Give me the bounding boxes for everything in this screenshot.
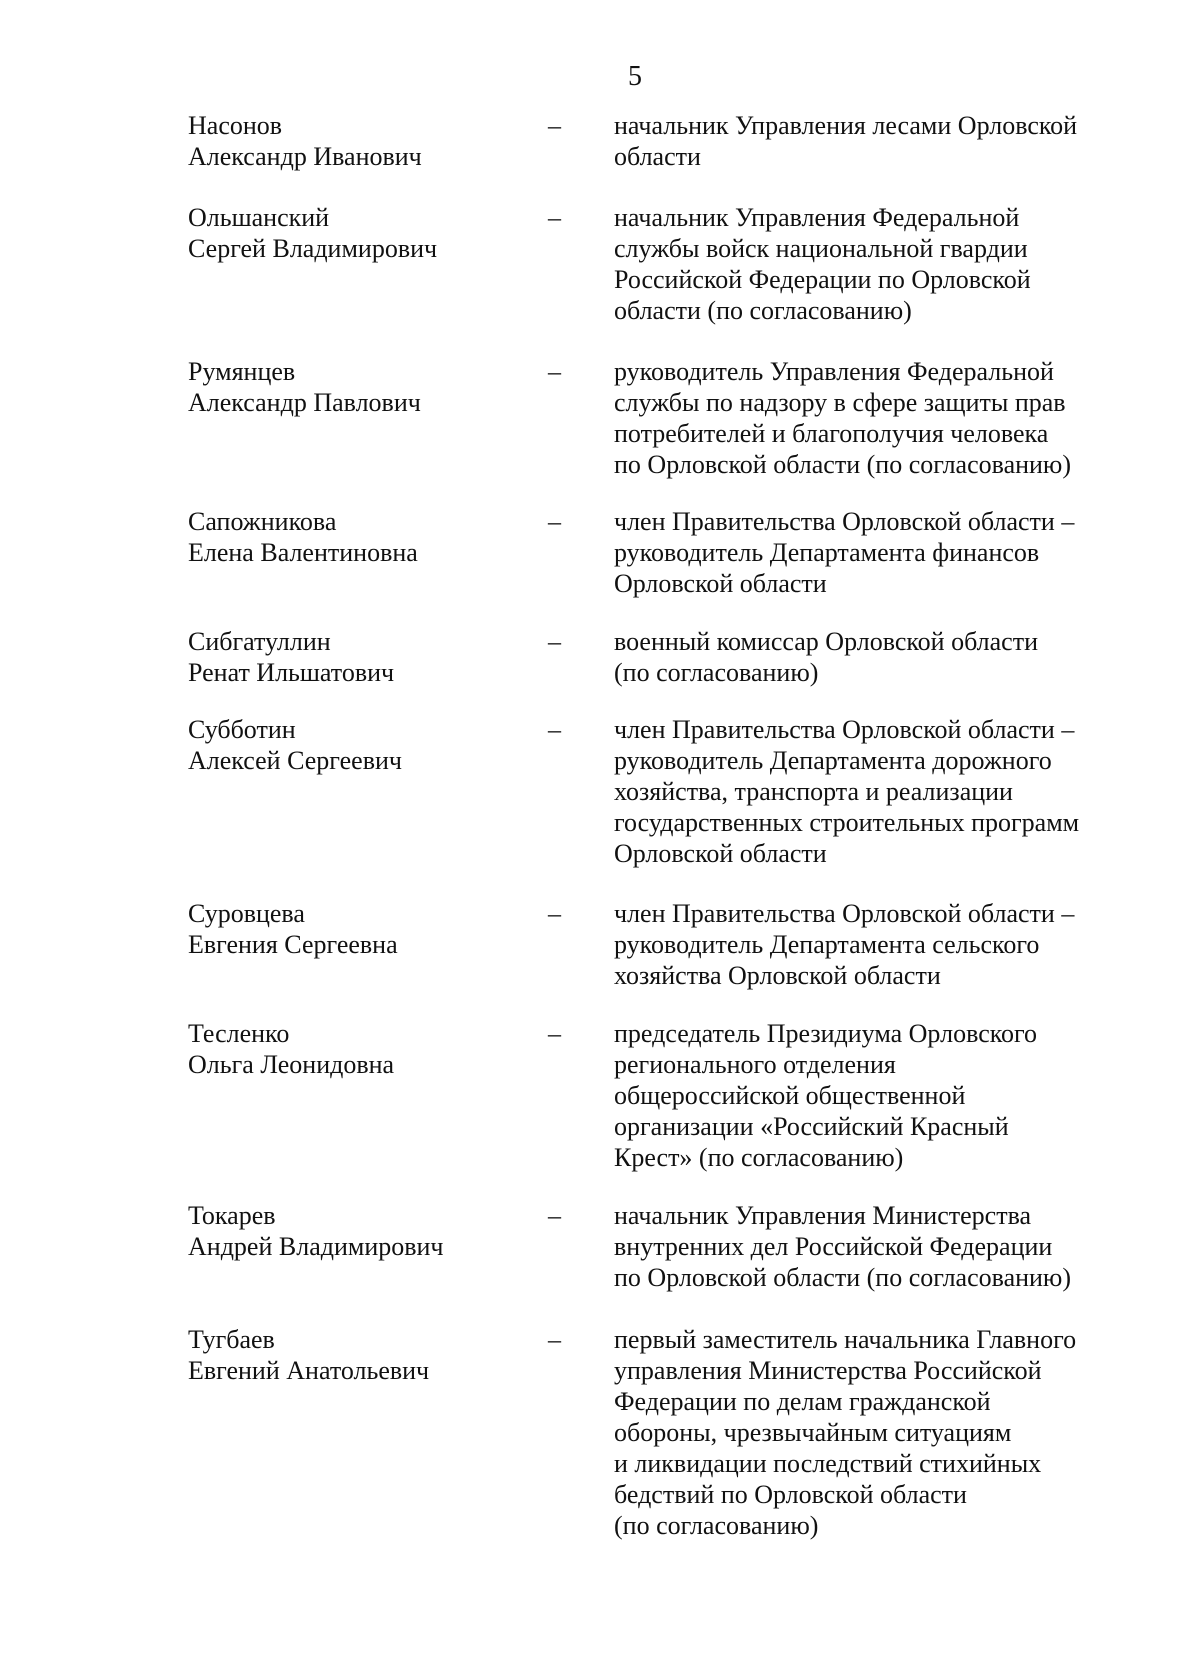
member-given-names: Алексей Сергеевич [188,746,402,775]
separator-dash: – [548,1019,561,1048]
member-given-names: Евгения Сергеевна [188,930,398,959]
role-line: регионального отделения [614,1050,896,1079]
role-line: начальник Управления Федеральной [614,203,1020,232]
role-line: член Правительства Орловской области – [614,899,1075,928]
member-surname: Ольшанский [188,203,330,232]
member-given-names: Сергей Владимирович [188,234,438,263]
role-line: Федерации по делам гражданской [614,1387,991,1416]
role-line: управления Министерства Российской [614,1356,1042,1385]
member-name [188,506,518,568]
role-line: внутренних дел Российской Федерации [614,1232,1053,1261]
role-line: председатель Президиума Орловского [614,1019,1038,1048]
member-name [188,202,518,264]
separator-dash: – [548,899,561,928]
role-line: службы войск национальной гвардии [614,234,1028,263]
member-role [614,1324,1114,1541]
member-given-names: Ренат Ильшатович [188,658,395,687]
role-line: Орловской области [614,569,827,598]
separator-dash: – [548,507,561,536]
role-line: Крест» (по согласованию) [614,1143,904,1172]
member-surname: Субботин [188,715,296,744]
member-role [614,202,1114,326]
role-line: потребителей и благополучия человека [614,419,1049,448]
member-role [614,898,1114,991]
member-role [614,110,1114,172]
role-line: и ликвидации последствий стихийных [614,1449,1042,1478]
member-role [614,506,1114,599]
role-line: первый заместитель начальника Главного [614,1325,1077,1354]
role-line: по Орловской области (по согласованию) [614,450,1072,479]
member-surname: Сибгатуллин [188,627,331,656]
member-role [614,1200,1114,1293]
member-name [188,1200,518,1262]
role-line: (по согласованию) [614,1511,819,1540]
role-line: обороны, чрезвычайным ситуациям [614,1418,1012,1447]
separator-dash: – [548,203,561,232]
member-name [188,714,518,776]
role-line: руководитель Департамента сельского [614,930,1040,959]
separator-dash: – [548,357,561,386]
role-line: организации «Российский Красный [614,1112,1009,1141]
member-name [188,1324,518,1386]
member-given-names: Елена Валентиновна [188,538,418,567]
separator-dash: – [548,715,561,744]
role-line: по Орловской области (по согласованию) [614,1263,1072,1292]
role-line: (по согласованию) [614,658,819,687]
member-surname: Румянцев [188,357,296,386]
role-line: руководитель Департамента дорожного [614,746,1052,775]
page-number: 5 [628,61,642,92]
member-surname: Тугбаев [188,1325,275,1354]
separator-dash: – [548,627,561,656]
member-given-names: Евгений Анатольевич [188,1356,430,1385]
member-given-names: Александр Павлович [188,388,421,417]
separator-dash: – [548,111,561,140]
member-role [614,714,1114,869]
role-line: хозяйства, транспорта и реализации [614,777,1013,806]
role-line: руководитель Управления Федеральной [614,357,1054,386]
role-line: бедствий по Орловской области [614,1480,967,1509]
role-line: начальник Управления Министерства [614,1201,1032,1230]
member-surname: Тесленко [188,1019,290,1048]
member-name [188,356,518,418]
role-line: хозяйства Орловской области [614,961,941,990]
member-given-names: Андрей Владимирович [188,1232,444,1261]
role-line: начальник Управления лесами Орловской [614,111,1078,140]
role-line: общероссийской общественной [614,1081,966,1110]
role-line: службы по надзору в сфере защиты прав [614,388,1066,417]
member-role [614,356,1114,480]
member-surname: Суровцева [188,899,305,928]
role-line: член Правительства Орловской области – [614,507,1075,536]
member-role [614,1018,1114,1173]
member-name [188,898,518,960]
member-given-names: Ольга Леонидовна [188,1050,395,1079]
role-line: военный комиссар Орловской области [614,627,1038,656]
role-line: Орловской области [614,839,827,868]
member-name [188,626,518,688]
member-name [188,110,518,172]
role-line: области (по согласованию) [614,296,912,325]
role-line: член Правительства Орловской области – [614,715,1075,744]
role-line: Российской Федерации по Орловской [614,265,1031,294]
separator-dash: – [548,1325,561,1354]
member-surname: Насонов [188,111,283,140]
member-role [614,626,1114,688]
member-surname: Сапожникова [188,507,337,536]
member-given-names: Александр Иванович [188,142,422,171]
member-surname: Токарев [188,1201,276,1230]
member-name [188,1018,518,1080]
role-line: государственных строительных программ [614,808,1080,837]
separator-dash: – [548,1201,561,1230]
role-line: области [614,142,701,171]
role-line: руководитель Департамента финансов [614,538,1040,567]
